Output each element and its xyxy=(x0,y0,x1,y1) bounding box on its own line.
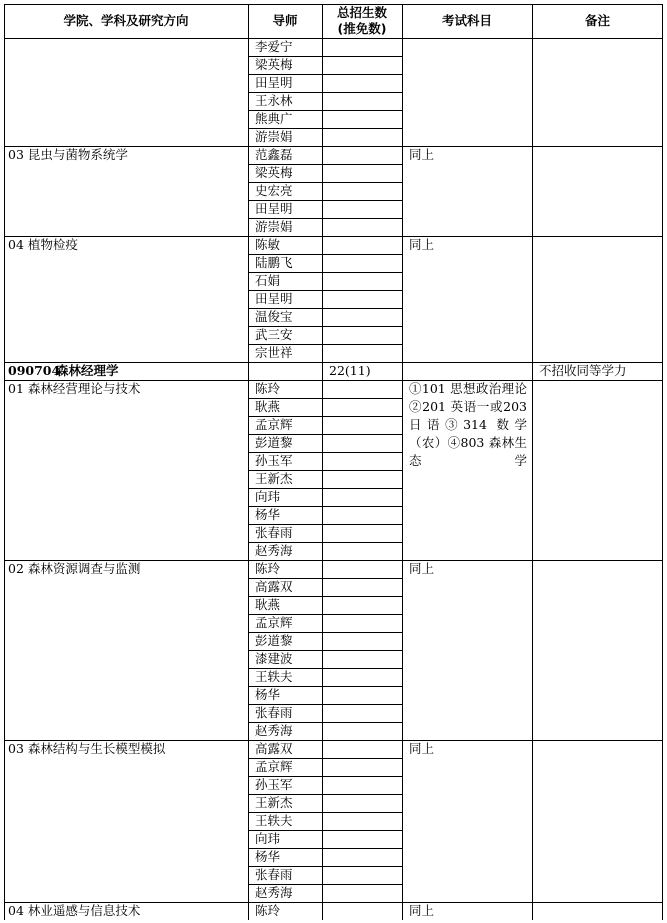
advisor-name: 彭道黎 xyxy=(255,633,293,648)
direction-label: 02 森林资源调查与监测 xyxy=(8,561,141,576)
row-divider xyxy=(248,578,402,579)
group-divider xyxy=(4,560,248,561)
header-quota-line1: 总招生数 xyxy=(336,5,387,20)
row-divider xyxy=(248,272,402,273)
row-divider xyxy=(248,776,402,777)
row-divider xyxy=(248,398,402,399)
row-divider xyxy=(248,452,402,453)
advisor-name: 王新杰 xyxy=(255,471,293,486)
advisor-name: 耿燕 xyxy=(255,597,281,612)
advisor-name: 高露双 xyxy=(255,579,293,594)
column-border xyxy=(662,4,663,920)
group-divider xyxy=(4,380,248,381)
advisor-name: 王永林 xyxy=(255,93,293,108)
row-divider xyxy=(248,596,402,597)
advisor-name: 高露双 xyxy=(255,741,293,756)
row-divider xyxy=(248,758,402,759)
column-border xyxy=(532,4,533,920)
column-border xyxy=(322,4,323,920)
row-divider xyxy=(248,848,402,849)
row-divider xyxy=(248,740,402,741)
advisor-name: 熊典广 xyxy=(255,111,293,126)
row-divider xyxy=(248,344,402,345)
advisor-name: 杨华 xyxy=(255,849,281,864)
row-divider xyxy=(248,722,402,723)
row-divider xyxy=(248,74,402,75)
advisor-name: 彭道黎 xyxy=(255,435,293,450)
group-divider xyxy=(402,380,663,381)
row-divider xyxy=(248,524,402,525)
subject-name: 森林经理学 xyxy=(56,363,119,378)
row-divider xyxy=(248,434,402,435)
advisor-name: 向玮 xyxy=(255,489,281,504)
row-divider xyxy=(248,866,402,867)
advisor-name: 孙玉军 xyxy=(255,777,293,792)
row-divider xyxy=(248,668,402,669)
header-college: 学院、学科及研究方向 xyxy=(63,13,189,28)
row-divider xyxy=(248,362,402,363)
row-divider xyxy=(248,200,402,201)
row-divider xyxy=(248,92,402,93)
advisor-name: 陈敏 xyxy=(255,237,281,252)
advisor-name: 游崇娟 xyxy=(255,219,293,234)
header-quota-line2: (推免数) xyxy=(337,21,387,36)
advisor-name: 温俊宝 xyxy=(255,309,293,324)
row-divider xyxy=(248,794,402,795)
column-border xyxy=(402,4,403,920)
quota-value: 22(11) xyxy=(329,363,371,378)
group-divider xyxy=(402,362,663,363)
exam-subjects: ①101 思想政治理论②201 英语一或203 日语③314 数学（农）④803 森林生态学 xyxy=(409,381,527,468)
direction-label: 04 植物检疫 xyxy=(8,237,78,252)
row-divider xyxy=(248,650,402,651)
advisor-name: 陈玲 xyxy=(255,561,281,576)
advisor-name: 田呈明 xyxy=(255,201,293,216)
row-divider xyxy=(248,56,402,57)
row-divider xyxy=(248,470,402,471)
advisor-name: 孙玉军 xyxy=(255,453,293,468)
row-divider xyxy=(248,488,402,489)
advisor-name: 孟京辉 xyxy=(255,417,293,432)
advisor-name: 杨华 xyxy=(255,687,281,702)
group-divider xyxy=(4,236,248,237)
advisor-name: 李爱宁 xyxy=(255,39,293,54)
exam-subjects: 同上 xyxy=(409,741,435,756)
row-divider xyxy=(248,704,402,705)
exam-subjects: 同上 xyxy=(409,147,435,162)
direction-label: 04 林业遥感与信息技术 xyxy=(8,903,141,918)
exam-subjects: 同上 xyxy=(409,903,435,918)
row-divider xyxy=(248,146,402,147)
advisor-name: 孟京辉 xyxy=(255,615,293,630)
group-divider xyxy=(402,740,663,741)
advisor-name: 孟京辉 xyxy=(255,759,293,774)
header-exam: 考试科目 xyxy=(441,13,492,28)
header-remark: 备注 xyxy=(584,13,610,28)
group-divider xyxy=(4,362,248,363)
advisor-name: 王新杰 xyxy=(255,795,293,810)
advisor-name: 范鑫磊 xyxy=(255,147,293,162)
row-divider xyxy=(248,110,402,111)
row-divider xyxy=(248,884,402,885)
group-divider xyxy=(402,560,663,561)
row-divider xyxy=(248,236,402,237)
row-divider xyxy=(248,308,402,309)
advisor-name: 赵秀海 xyxy=(255,885,293,900)
advisor-name: 田呈明 xyxy=(255,291,293,306)
advisor-name: 梁英梅 xyxy=(255,57,293,72)
row-divider xyxy=(248,164,402,165)
advisor-name: 王轶夫 xyxy=(255,669,293,684)
row-divider xyxy=(248,128,402,129)
advisor-name: 赵秀海 xyxy=(255,723,293,738)
advisor-name: 张春雨 xyxy=(255,867,293,882)
advisor-name: 张春雨 xyxy=(255,525,293,540)
group-divider xyxy=(4,740,248,741)
advisor-name: 陈玲 xyxy=(255,381,281,396)
row-divider xyxy=(248,560,402,561)
row-divider xyxy=(248,542,402,543)
group-divider xyxy=(4,146,248,147)
row-divider xyxy=(248,326,402,327)
advisor-name: 陆鹏飞 xyxy=(255,255,293,270)
table-top-border xyxy=(4,4,663,5)
advisor-name: 杨华 xyxy=(255,507,281,522)
row-divider xyxy=(248,182,402,183)
column-border xyxy=(4,4,5,920)
row-divider xyxy=(248,416,402,417)
advisor-name: 漆建波 xyxy=(255,651,293,666)
row-divider xyxy=(248,380,402,381)
group-divider xyxy=(402,236,663,237)
row-divider xyxy=(248,290,402,291)
header-advisor: 导师 xyxy=(272,13,298,28)
group-divider xyxy=(402,146,663,147)
row-divider xyxy=(248,218,402,219)
advisor-name: 陈玲 xyxy=(255,903,281,918)
row-divider xyxy=(248,632,402,633)
direction-label: 01 森林经营理论与技术 xyxy=(8,381,141,396)
row-divider xyxy=(248,614,402,615)
exam-subjects: 同上 xyxy=(409,561,435,576)
row-divider xyxy=(248,686,402,687)
admission-table xyxy=(4,4,663,923)
advisor-name: 向玮 xyxy=(255,831,281,846)
advisor-name: 田呈明 xyxy=(255,75,293,90)
advisor-name: 武三安 xyxy=(255,327,293,342)
column-border xyxy=(248,4,249,920)
direction-label: 03 昆虫与菌物系统学 xyxy=(8,147,128,162)
direction-label: 03 森林结构与生长模型模拟 xyxy=(8,741,166,756)
advisor-name: 梁英梅 xyxy=(255,165,293,180)
row-divider xyxy=(248,254,402,255)
row-divider xyxy=(248,506,402,507)
advisor-name: 赵秀海 xyxy=(255,543,293,558)
subject-code: 090704 xyxy=(8,363,61,378)
row-divider xyxy=(248,902,402,903)
group-divider xyxy=(4,902,248,903)
advisor-name: 耿燕 xyxy=(255,399,281,414)
advisor-name: 宗世祥 xyxy=(255,345,293,360)
advisor-name: 史宏亮 xyxy=(255,183,293,198)
exam-subjects: 同上 xyxy=(409,237,435,252)
advisor-name: 游崇娟 xyxy=(255,129,293,144)
advisor-name: 王轶夫 xyxy=(255,813,293,828)
advisor-name: 张春雨 xyxy=(255,705,293,720)
group-divider xyxy=(402,902,663,903)
row-divider xyxy=(248,812,402,813)
row-divider xyxy=(248,830,402,831)
header-bottom-border xyxy=(4,38,663,39)
advisor-name: 石娟 xyxy=(255,273,281,288)
remark-text: 不招收同等学力 xyxy=(539,363,627,378)
